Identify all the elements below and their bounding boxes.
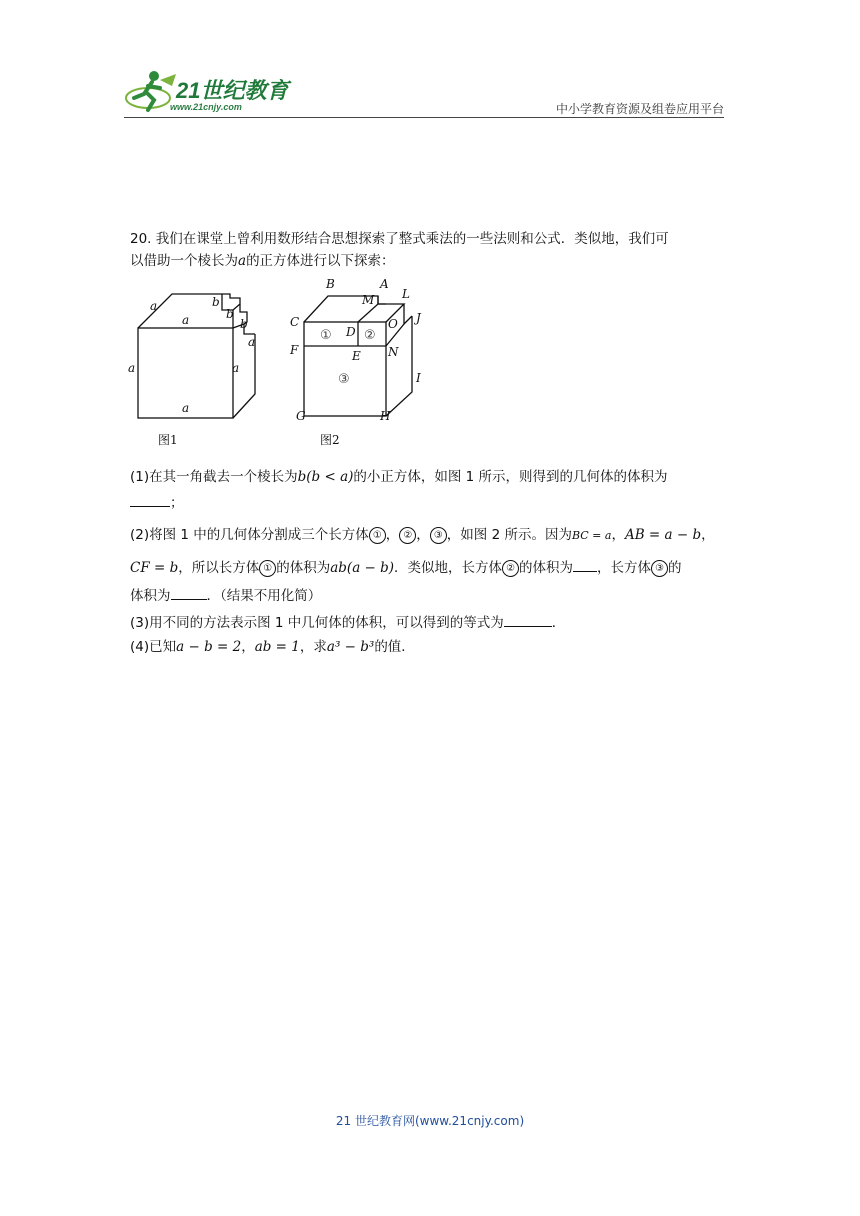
fig2-label-d: D — [346, 325, 356, 339]
intro-line-2: 以借助一个棱长为a的正方体进行以下探索： — [130, 253, 395, 269]
part-2: (2)将图 1 中的几何体分割成三个长方体 ① ， ② ， ③ ，如图 2 所示。因为BC = a，AB = a − b， CF = b，所以长方体 ① 的体积为ab(a − b)．类似地，长方体 ② 的体积为 ，长方体 ③ 的 体积为 ．（结果不用化简） — [130, 527, 715, 604]
answer-blank-3[interactable] — [171, 585, 207, 600]
figure-2-caption: 图2 — [320, 433, 340, 447]
circled-3: ③ — [651, 560, 668, 577]
fig2-label-h: H — [380, 409, 391, 423]
answer-blank-1[interactable] — [130, 492, 170, 507]
logo-url: www.21cnjy.com — [170, 102, 242, 112]
ab-expression: AB = a − b — [624, 527, 702, 543]
fig1-label: b — [226, 307, 234, 321]
fig1-label: b — [212, 295, 220, 309]
fig2-label-l: L — [402, 287, 410, 301]
fig2-label-n: N — [388, 345, 399, 359]
volume-1-expression: ab(a − b) — [330, 560, 395, 576]
page-header — [124, 68, 724, 120]
target-expression: a³ − b³ — [326, 639, 375, 655]
answer-blank-4[interactable] — [504, 612, 552, 627]
fig2-label-o: O — [388, 317, 398, 331]
bc-expression: BC = a — [571, 529, 612, 542]
p1-expression: b(b < a) — [297, 469, 354, 485]
platform-name: 中小学教育资源及组卷应用平台 — [555, 102, 724, 116]
figure-1-caption: 图1 — [158, 433, 178, 447]
fig1-label: a — [248, 335, 256, 349]
fig1-label: b — [240, 317, 248, 331]
fig2-label-a: A — [380, 277, 389, 291]
fig1-label: a — [232, 361, 240, 375]
fig2-label-g: G — [296, 409, 306, 423]
fig2-label-b: B — [326, 277, 335, 291]
fig1-label: a — [182, 313, 190, 327]
fig2-label-c: C — [290, 315, 300, 329]
part-4: (4)已知a − b = 2，ab = 1，求a³ − b³的值． — [130, 639, 415, 655]
fig2-label-e: E — [352, 349, 361, 363]
fig1-label: a — [128, 361, 136, 375]
question-intro — [130, 228, 730, 272]
figure-1-drawing — [120, 282, 270, 452]
circled-1: ① — [369, 527, 386, 544]
cf-expression: CF = b — [130, 560, 179, 576]
region-1-label: ① — [320, 328, 332, 343]
part-3: (3)用不同的方法表示图 1 中几何体的体积，可以得到的等式为 ． — [130, 612, 730, 634]
question-number: 20. — [130, 231, 152, 247]
region-3-label: ③ — [338, 372, 350, 387]
given-eq-1: a − b = 2 — [176, 639, 242, 655]
figure-1 — [120, 282, 270, 456]
circled-2: ② — [502, 560, 519, 577]
fig2-label-f: F — [290, 343, 299, 357]
logo-title: 21世纪教育 — [176, 78, 289, 103]
fig1-label: a — [150, 299, 158, 313]
circled-2: ② — [399, 527, 416, 544]
circled-1: ① — [259, 560, 276, 577]
fig1-label: a — [182, 401, 190, 415]
site-logo — [124, 68, 294, 118]
header-divider — [124, 117, 724, 118]
figure-2-drawing — [282, 276, 442, 452]
fig2-label-j: J — [416, 311, 421, 325]
part-1: (1)在其一角截去一个棱长为b(b < a)的小正方体，如图 1 所示，则得到的几何体的体积为 ； — [130, 469, 668, 511]
fig2-label-i: I — [416, 371, 421, 385]
page-footer[interactable]: 21 世纪教育网(www.21cnjy.com) — [335, 1114, 525, 1128]
fig2-label-m: M — [362, 293, 375, 307]
intro-line-1: 20. 我们在课堂上曾利用数形结合思想探索了整式乘法的一些法则和公式．类似地，我们可 — [130, 231, 669, 247]
region-2-label: ② — [364, 328, 376, 343]
figure-2 — [282, 276, 442, 456]
answer-blank-2[interactable] — [573, 557, 597, 572]
circled-3: ③ — [430, 527, 447, 544]
given-eq-2: ab = 1 — [254, 639, 300, 655]
